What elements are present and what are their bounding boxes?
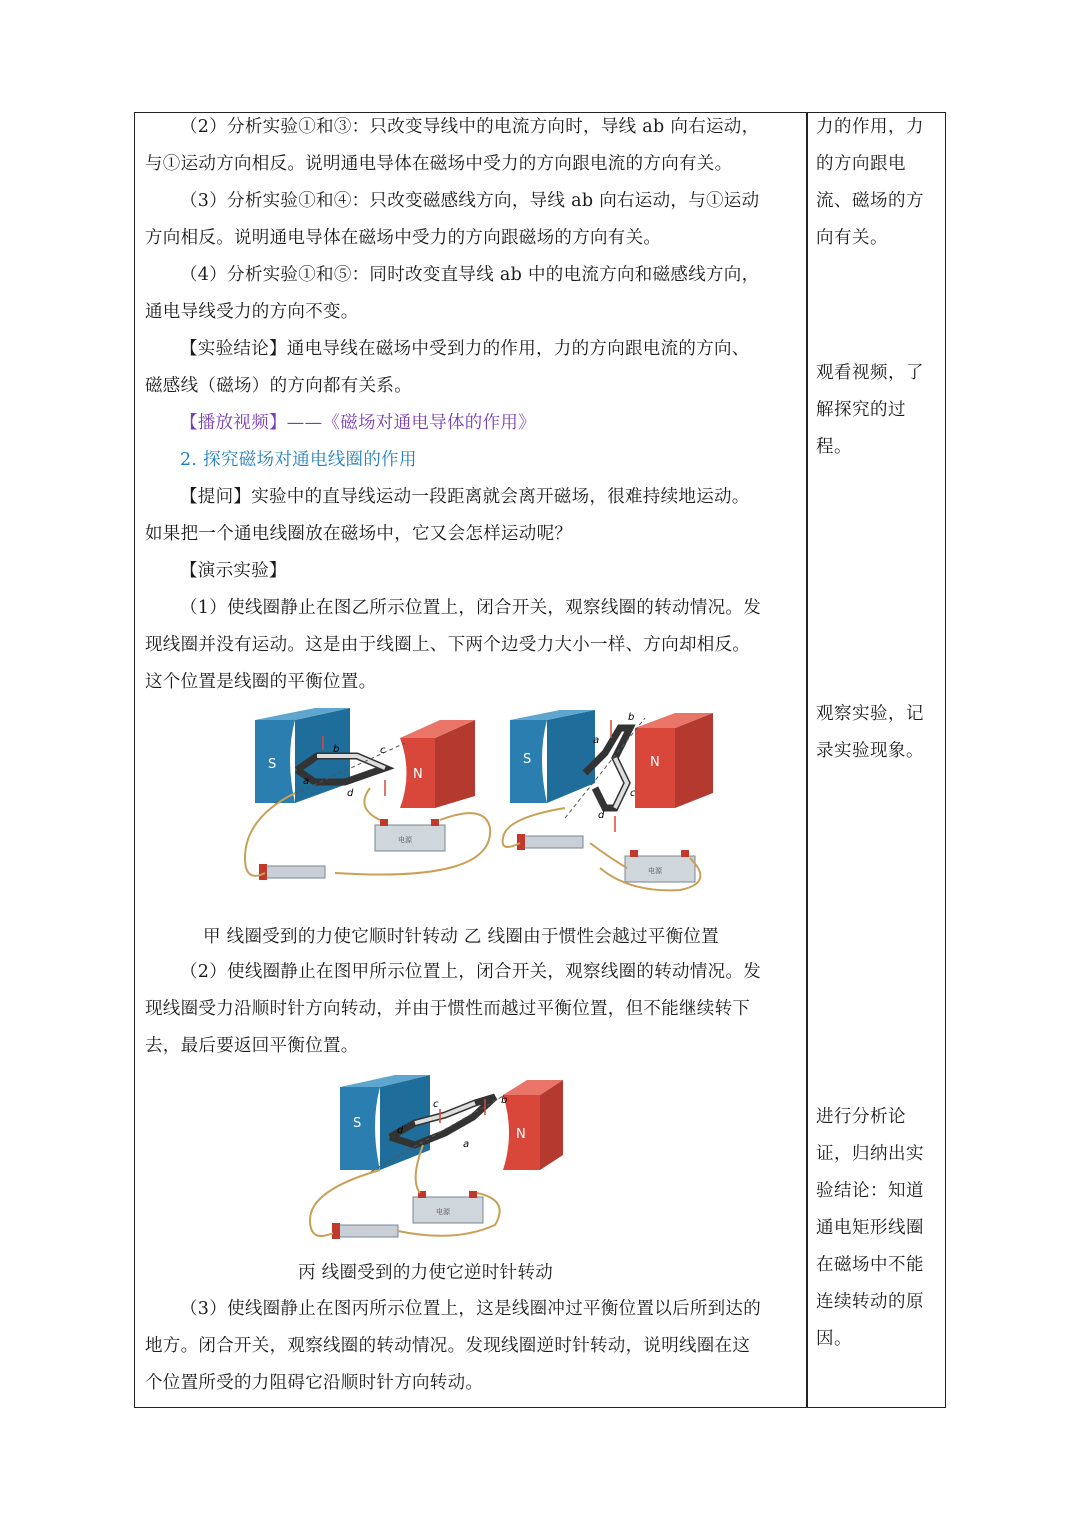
svg-text:b: b [333, 744, 340, 755]
svg-text:N: N [413, 767, 423, 782]
play-video-heading: 【播放视频】——《磁场对通电导体的作用》 [180, 413, 536, 433]
side-note-a-line4: 向有关。 [816, 228, 888, 248]
paragraph-analysis-2-line2: 与①运动方向相反。说明通电导体在磁场中受力的方向跟电流的方向有关。 [145, 154, 733, 174]
conclusion-line2: 磁感线（磁场）的方向都有关系。 [145, 376, 412, 396]
svg-text:S: S [268, 757, 277, 772]
magnet-n-yi [635, 713, 713, 808]
svg-text:c: c [433, 1099, 439, 1110]
lesson-table [134, 112, 946, 1408]
figure-caption-bing: 丙 线圈受到的力使它逆时针转动 [298, 1263, 554, 1283]
svg-text:a: a [593, 735, 600, 746]
paragraph-analysis-3-line2: 方向相反。说明通电导体在磁场中受力的方向跟磁场的方向有关。 [145, 228, 662, 248]
demo-3-line1: （3）使线圈静止在图丙所示位置上，这是线圈冲过平衡位置以后所到达的 [180, 1299, 762, 1319]
paragraph-analysis-4-line2: 通电导线受力的方向不变。 [145, 302, 359, 322]
svg-text:电源: 电源 [398, 836, 412, 844]
magnet-n-bing [503, 1080, 563, 1170]
svg-text:a: a [463, 1139, 470, 1150]
svg-text:N: N [516, 1127, 526, 1142]
side-note-a-line2: 的方向跟电 [816, 154, 906, 174]
svg-text:b: b [628, 712, 635, 723]
side-note-b-line1: 观看视频，了 [816, 363, 924, 383]
coil-figure-jia-yi [235, 708, 715, 893]
side-note-d-line3: 验结论：知道 [816, 1181, 924, 1201]
svg-text:d: d [598, 810, 605, 821]
svg-text:S: S [353, 1116, 362, 1131]
side-note-d-line7: 因。 [816, 1329, 852, 1349]
side-note-a-line1: 力的作用，力 [816, 117, 924, 137]
question-line2: 如果把一个通电线圈放在磁场中，它又会怎样运动呢？ [145, 524, 573, 544]
section-heading: 2. 探究磁场对通电线圈的作用 [180, 450, 417, 470]
svg-text:S: S [523, 752, 532, 767]
demo-3-line2: 地方。闭合开关，观察线圈的转动情况。发现线圈逆时针转动，说明线圈在这 [145, 1336, 751, 1356]
side-note-d-line6: 连续转动的原 [816, 1292, 924, 1312]
side-note-d-line1: 进行分析论 [816, 1107, 906, 1127]
svg-text:N: N [650, 755, 660, 770]
svg-text:a: a [303, 776, 310, 787]
demo-2-line1: （2）使线圈静止在图甲所示位置上，闭合开关，观察线圈的转动情况。发 [180, 962, 762, 982]
side-note-d-line4: 通电矩形线圈 [816, 1218, 924, 1238]
demo-3-line3: 个位置所受的力阻碍它沿顺时针方向转动。 [145, 1373, 484, 1393]
magnet-n-jia [400, 720, 475, 808]
paragraph-analysis-2-line1: （2）分析实验①和③：只改变导线中的电流方向时，导线 ab 向右运动， [180, 117, 760, 137]
paragraph-analysis-3-line1: （3）分析实验①和④：只改变磁感线方向，导线 ab 向右运动，与①运动 [180, 191, 760, 211]
magnet-s-yi [510, 710, 595, 803]
svg-text:电源: 电源 [436, 1208, 450, 1216]
conclusion-line1: 【实验结论】通电导线在磁场中受到力的作用，力的方向跟电流的方向、 [180, 339, 750, 359]
question-line1: 【提问】实验中的直导线运动一段距离就会离开磁场，很难持续地运动。 [180, 487, 750, 507]
paragraph-analysis-4-line1: （4）分析实验①和⑤：同时改变直导线 ab 中的电流方向和磁感线方向， [180, 265, 760, 285]
side-note-a-line3: 流、磁场的方 [816, 191, 924, 211]
side-note-c-line1: 观察实验，记 [816, 704, 924, 724]
side-note-d-line5: 在磁场中不能 [816, 1255, 924, 1275]
svg-text:c: c [630, 788, 636, 799]
figure-caption-jia-yi: 甲 线圈受到的力使它顺时针转动 乙 线圈由于惯性会越过平衡位置 [203, 927, 719, 947]
svg-text:d: d [397, 1125, 404, 1136]
coil-figure-bing [305, 1075, 565, 1243]
demo-2-line2: 现线圈受力沿顺时针方向转动，并由于惯性而越过平衡位置，但不能继续转下 [145, 999, 751, 1019]
demo-1-line2: 现线圈并没有运动。这是由于线圈上、下两个边受力大小一样、方向却相反。 [145, 635, 751, 655]
svg-text:b: b [501, 1095, 508, 1106]
side-note-c-line2: 录实验现象。 [816, 741, 924, 761]
demo-heading: 【演示实验】 [180, 561, 287, 581]
demo-1-line1: （1）使线圈静止在图乙所示位置上，闭合开关，观察线圈的转动情况。发 [180, 598, 762, 618]
side-note-b-line2: 解探究的过 [816, 400, 906, 420]
side-note-d-line2: 证，归纳出实 [816, 1144, 924, 1164]
column-divider [806, 113, 808, 1407]
demo-2-line3: 去，最后要返回平衡位置。 [145, 1036, 359, 1056]
side-note-b-line3: 程。 [816, 437, 852, 457]
svg-text:电源: 电源 [648, 867, 662, 875]
demo-1-line3: 这个位置是线圈的平衡位置。 [145, 672, 377, 692]
svg-text:d: d [347, 788, 354, 799]
svg-text:c: c [380, 745, 386, 756]
